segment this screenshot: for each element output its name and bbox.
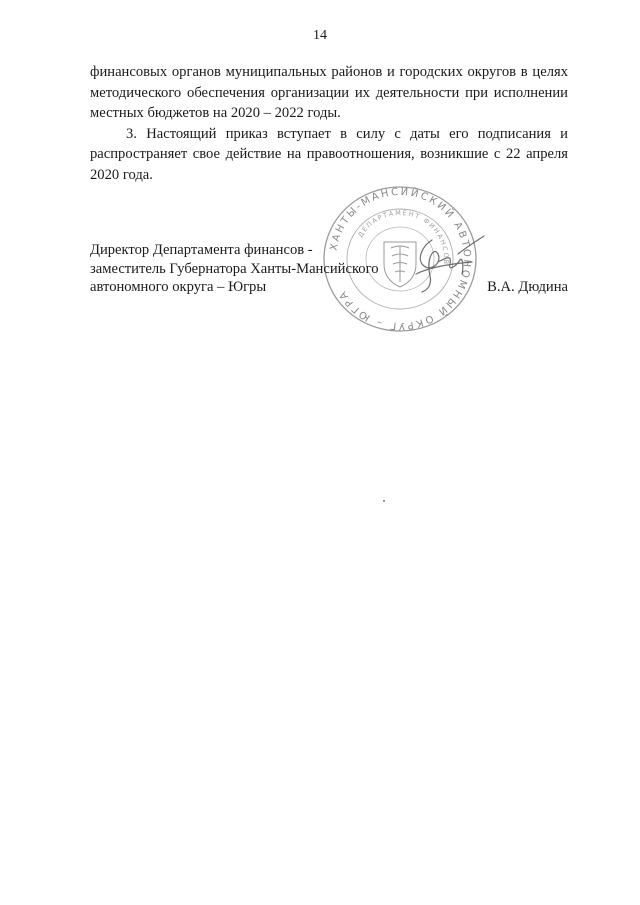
stamp-outer-text: ХАНТЫ-МАНСИЙСКИЙ АВТОНОМНЫЙ ОКРУГ – ЮГРА [328,186,473,332]
text-line: 3. Настоящий приказ вступает в силу с даты его подписания и [126,125,568,142]
body-text [90,62,568,185]
signer-position-line: автономного округа – Югры [90,279,267,295]
signature-block [90,241,568,297]
text-line: местных бюджетов на 2020 – 2022 годы. [90,105,341,121]
page-number: 14 [313,28,327,43]
signer-position-line: Директор Департамента финансов - [90,242,313,258]
paragraph-clause-3 [90,124,568,186]
signer-position-line: заместитель Губернатора Ханты-Мансийского [90,260,379,277]
text-line: распространяет свое действие на правоотношения, возникшие с 22 апреля [90,146,568,162]
text-line: методического обеспечения организации их деятельности при исполнении [90,84,568,101]
scan-speck [383,500,385,502]
paragraph-continuation [90,62,568,124]
text-line: финансовых органов муниципальных районов и городских округов в целях [90,64,568,80]
signer-name: В.А. Дюдина [487,279,568,295]
stamp-inner-text: ДЕПАРТАМЕНТ ФИНАНСОВ [356,208,451,266]
text-line: 2020 года. [90,166,153,183]
